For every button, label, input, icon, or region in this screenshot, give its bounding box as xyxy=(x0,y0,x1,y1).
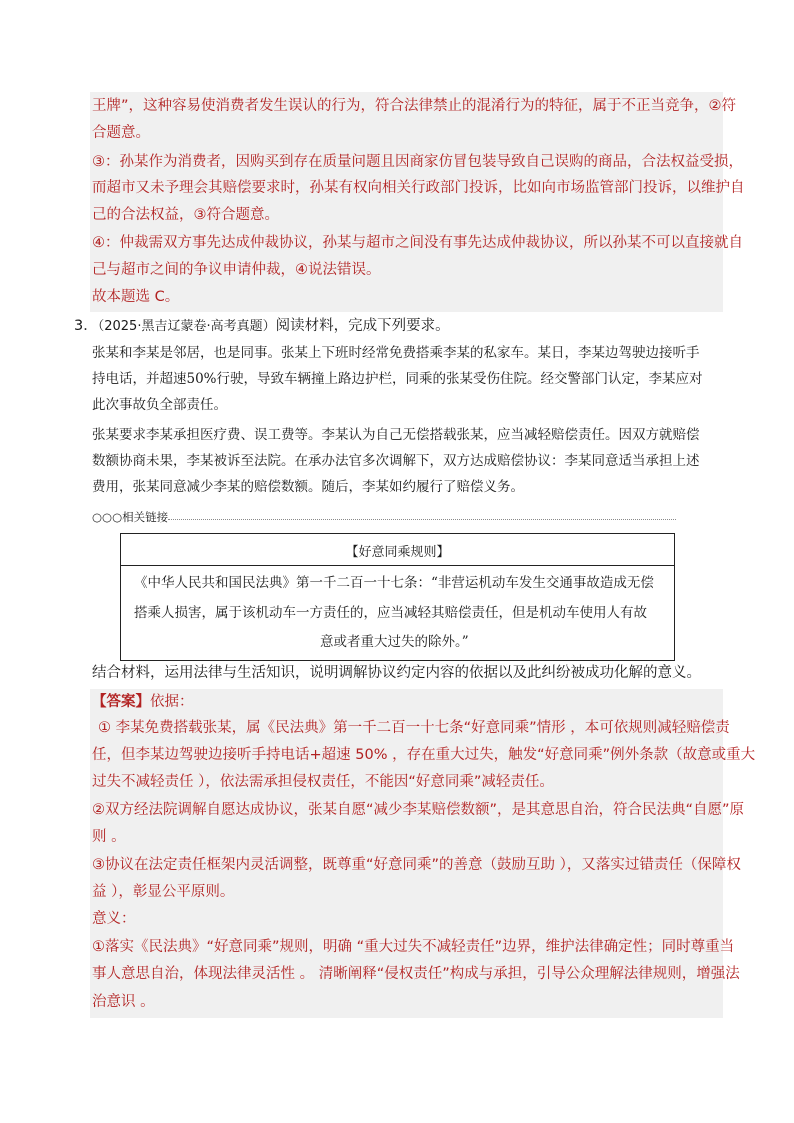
link-marker: ○○○ xyxy=(92,510,123,524)
rule-line: 《中华人民共和国民法典》第一千二百一十七条：“非营运机动车发生交通事故造成无偿 xyxy=(134,575,654,591)
answer-line: ①落实《民法典》“好意同乘”规则，明确 “重大过失不减轻责任”边界，维护法律确定性；同时尊重当 xyxy=(92,939,735,955)
answer-line: ④：仲裁需双方事先达成仲裁协议，孙某与超市之间没有事先达成仲裁协议，所以孙某不可以直接就自 xyxy=(92,235,743,251)
material-line: 数额协商未果，李某被诉至法院。在承办法官多次调解下，双方达成赔偿协议：李某同意适当承担上述 xyxy=(92,453,700,469)
material-line: 张某要求李某承担医疗费、误工费等。李某认为自己无偿搭载张某，应当减轻赔偿责任。因双方就赔偿 xyxy=(92,427,700,443)
answer-line: 意义： xyxy=(92,911,136,927)
answer-line: 任，但李某边驾驶边接听手持电话+超速 50% ，存在重大过失，触发“好意同乘”例外条款（故意或重大 xyxy=(92,747,756,763)
related-link-label xyxy=(92,507,168,527)
answer-line: ③协议在法定责任框架内灵活调整，既尊重“好意同乘”的善意（鼓励互助 ），又落实过错责任（保障权 xyxy=(92,857,741,873)
link-text: 相关链接 xyxy=(122,510,169,524)
material-line: 张某和李某是邻居，也是同事。张某上下班时经常免费搭乘李某的私家车。某日，李某边驾驶边接听手 xyxy=(92,345,700,361)
question-heading xyxy=(74,316,450,337)
answer-heading xyxy=(92,692,194,712)
answer-basis-label: 依据： xyxy=(150,694,194,710)
rule-box-title: 【好意同乘规则】 xyxy=(345,545,450,560)
material-line: 此次事故负全部责任。 xyxy=(92,397,227,413)
question-source: （2025·黑吉辽蒙卷·高考真题） xyxy=(97,319,276,334)
dotted-divider xyxy=(168,519,676,520)
question-prompt: 阅读材料，完成下列要求。 xyxy=(275,318,450,334)
answer-line: 治意识 。 xyxy=(92,994,155,1010)
material-line: 持电话，并超速50%行驶，导致车辆撞上路边护栏，同乘的张某受伤住院。经交警部门认定，李某应对 xyxy=(92,371,703,387)
rule-line: 搭乘人损害，属于该机动车一方责任的，应当减轻其赔偿责任，但是机动车使用人有故 xyxy=(134,605,647,621)
answer-line: 己与超市之间的争议申请仲裁，④说法错误。 xyxy=(92,262,381,278)
answer-tag: 【答案】 xyxy=(92,694,150,710)
answer-line: ① 李某免费搭载张某，属《民法典》第一千二百一十七条“好意同乘”情形 ，本可依规则减轻赔偿责 xyxy=(98,720,730,736)
answer-line: 益 ），彰显公平原则。 xyxy=(92,884,235,900)
rule-line: 意或者重大过失的除外。” xyxy=(320,634,469,650)
answer-line: 而超市又未予理会其赔偿要求时，孙某有权向相关行政部门投诉，比如向市场监管部门投诉，以维护自 xyxy=(92,180,745,196)
answer-line: 事人意思自治，体现法律灵活性 。 清晰阐释“侵权责任”构成与承担，引导公众理解法律规则，增强法 xyxy=(92,966,740,982)
material-line: 费用，张某同意减少李某的赔偿数额。随后，李某如约履行了赔偿义务。 xyxy=(92,479,524,495)
answer-line: ②双方经法院调解自愿达成协议，张某自愿“减少李某赔偿数额”，是其意思自治，符合民法典“自愿”原 xyxy=(92,802,745,818)
answer-line: 王牌”，这种容易使消费者发生误认的行为，符合法律禁止的混淆行为的特征，属于不正当竞争，②符 xyxy=(92,98,737,114)
answer-line: 则 。 xyxy=(92,829,126,845)
question-number: 3． xyxy=(74,318,98,334)
answer-line: ③：孙某作为消费者，因购买到存在质量问题且因商家仿冒包装导致自己误购的商品，合法权益受损， xyxy=(92,154,743,170)
answer-line: 合题意。 xyxy=(92,125,150,141)
rule-box-header xyxy=(121,534,674,566)
answer-line: 故本题选 C。 xyxy=(92,289,180,305)
task-text: 结合材料，运用法律与生活知识，说明调解协议约定内容的依据以及此纠纷被成功化解的意义。 xyxy=(92,665,701,681)
answer-line: 己的合法权益，③符合题意。 xyxy=(92,207,279,223)
answer-line: 过失不减轻责任 ），依法需承担侵权责任，不能因“好意同乘”减轻责任。 xyxy=(92,774,554,790)
